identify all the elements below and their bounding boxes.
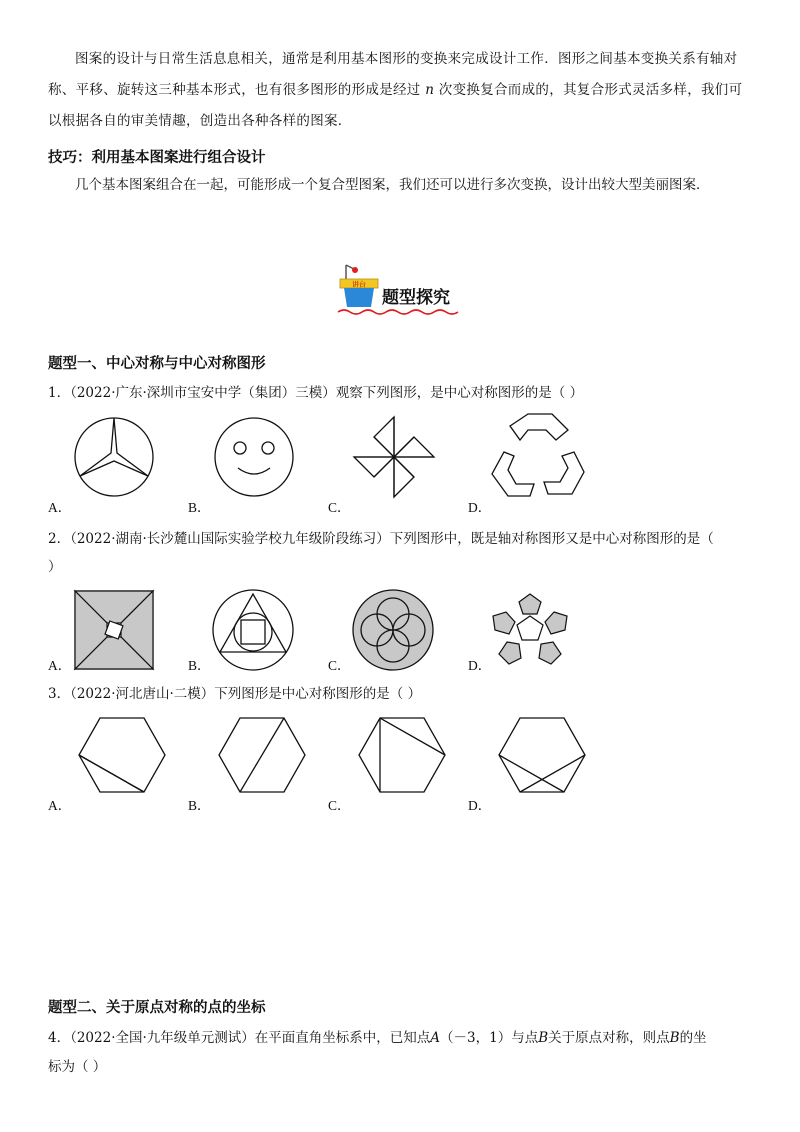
intro-text-2: 次变换复合而成的，其复合形式灵活多样，我们可以根据各自的审美情趣，创造出各种各样的图案．: [48, 82, 743, 129]
q1-option-d[interactable]: D．: [468, 500, 492, 515]
banner-podium-body: [344, 288, 374, 307]
q2-option-b[interactable]: B．: [188, 658, 211, 673]
q2-figure-c: [351, 588, 435, 672]
q3-figure-a: [78, 716, 166, 794]
q2-line2: ）: [48, 559, 62, 575]
section2-title: 题型二、关于原点对称的点的坐标: [48, 1000, 266, 1016]
q2-option-d[interactable]: D．: [468, 658, 492, 673]
q2-figure-a: [74, 590, 154, 670]
q3-figure-c: [358, 716, 446, 794]
q4-line2: 标为（ ）: [48, 1059, 107, 1075]
q3-option-c[interactable]: C．: [328, 798, 351, 813]
q3-figure-b: [218, 716, 306, 794]
intro-text-1: 图案的设计与日常生活息息相关，通常是利用基本图形的变换来完成设计工作．图形之间基本变换关系有轴对称、平移、旋转这三种基本形式，也有很多图形的形成是经过: [48, 51, 738, 98]
q1-figure-d: [490, 412, 586, 502]
q3-text: 3．（2022·河北唐山·二模）下列图形是中心对称图形的是（ ）: [48, 686, 422, 702]
q1-text: 1．（2022·广东·深圳市宝安中学（集团）三模）观察下列图形，是中心对称图形的是（ ）: [48, 385, 584, 401]
q3-option-d[interactable]: D．: [468, 798, 492, 813]
q4-line1: 4．（2022·全国·九年级单元测试）在平面直角坐标系中，已知点A（－3，1）与点B关于原点对称，则点B的坐: [48, 1030, 707, 1046]
q2-figure-d: [491, 592, 569, 668]
q4-point-a: A: [430, 1030, 441, 1046]
q2-line1: 2．（2022·湖南·长沙麓山国际实验学校九年级阶段练习）下列图形中，既是轴对称图形又是中心对称图形的是（: [48, 531, 714, 547]
tip-title: 技巧：利用基本图案进行组合设计: [48, 150, 266, 166]
q2-figure-b: [211, 588, 295, 672]
q3-figure-d: [498, 716, 586, 794]
q1-option-c[interactable]: C．: [328, 500, 351, 515]
intro-n: n: [425, 82, 435, 98]
q1-figure-b: [213, 416, 295, 498]
intro-paragraph: [48, 44, 753, 137]
q4-point-b: B: [538, 1030, 549, 1046]
banner-graphic: [336, 263, 466, 319]
q3-option-a[interactable]: A．: [48, 798, 72, 813]
tip-body: 几个基本图案组合在一起，可能形成一个复合型图案，我们还可以进行多次变换，设计出较大型美丽图案．: [75, 177, 710, 193]
q1-figure-c: [351, 414, 437, 500]
q2-option-a[interactable]: A．: [48, 658, 72, 673]
section1-title: 题型一、中心对称与中心对称图形: [48, 356, 266, 372]
banner-badge: 讲台: [352, 280, 366, 289]
q3-option-b[interactable]: B．: [188, 798, 211, 813]
banner-title: 题型探究: [382, 288, 450, 308]
banner-wave: [338, 310, 458, 314]
q1-option-a[interactable]: A．: [48, 500, 72, 515]
q1-figure-a: [73, 416, 155, 498]
banner-mic-icon: [352, 267, 358, 273]
q1-option-b[interactable]: B．: [188, 500, 211, 515]
q2-option-c[interactable]: C．: [328, 658, 351, 673]
